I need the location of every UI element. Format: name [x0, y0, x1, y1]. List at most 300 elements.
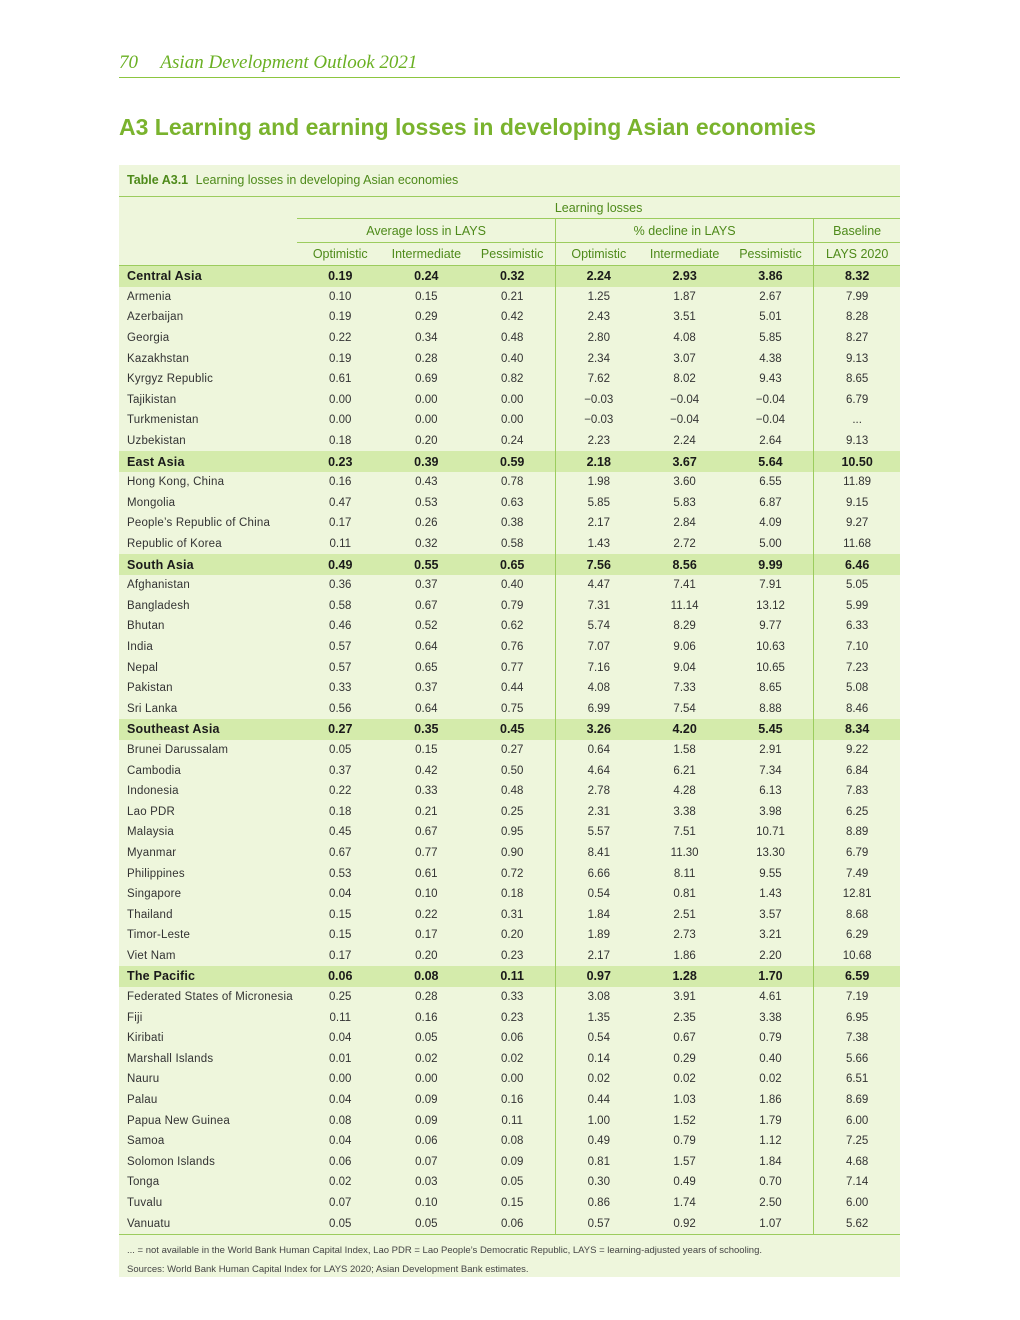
table-cell: 13.30 — [756, 846, 785, 859]
table-cell: 0.02 — [555, 1069, 641, 1090]
table-cell: 0.40 — [500, 352, 524, 365]
table-cell: 0.18 — [329, 805, 352, 818]
table-cell: 5.85 — [555, 493, 641, 514]
table-cell: 0.48 — [500, 332, 524, 345]
table-cell: 3.67 — [642, 451, 728, 472]
table-cell: 5.08 — [814, 678, 900, 699]
economy-name: Armenia — [127, 290, 172, 303]
header-blank — [119, 197, 297, 219]
table-cell: 0.05 — [329, 743, 352, 756]
table-cell: 2.24 — [673, 435, 696, 448]
table-cell: 7.51 — [673, 826, 696, 839]
column-header: Pessimistic — [728, 243, 814, 266]
table-cell: 1.86 — [759, 1094, 782, 1107]
table-cell: 0.78 — [500, 476, 524, 489]
table-cell: 2.17 — [555, 513, 641, 534]
economy-name: Republic of Korea — [127, 538, 222, 551]
economy-name: Pakistan — [127, 682, 173, 695]
table-cell: 0.10 — [415, 1197, 438, 1210]
table-cell: 7.99 — [814, 287, 900, 308]
table-cell: 0.40 — [500, 579, 524, 592]
table-cell: 2.80 — [555, 328, 641, 349]
table-cell: 0.25 — [329, 991, 352, 1004]
table-cell: 0.90 — [500, 846, 524, 859]
table-cell: 3.60 — [673, 476, 696, 489]
table-body — [119, 266, 900, 1235]
table-cell: 2.93 — [642, 266, 728, 287]
table-row — [119, 534, 900, 555]
table-cell: 8.65 — [759, 682, 782, 695]
table-cell: 0.81 — [673, 888, 696, 901]
table-row — [119, 1193, 900, 1214]
table-cell: 0.00 — [329, 393, 352, 406]
table-cell: 0.04 — [329, 1135, 352, 1148]
table-cell: 4.47 — [555, 575, 641, 596]
table-cell: 6.84 — [814, 760, 900, 781]
table-cell: 6.66 — [555, 863, 641, 884]
table-cell: 0.65 — [469, 554, 555, 575]
table-cell: 0.05 — [415, 1032, 438, 1045]
table-row — [119, 1131, 900, 1152]
table-cell: 4.08 — [673, 332, 696, 345]
economy-name: Kazakhstan — [127, 352, 190, 365]
table-cell: 0.48 — [500, 785, 524, 798]
region-row — [119, 554, 900, 575]
table-cell: 0.53 — [415, 496, 438, 509]
table-cell: 6.55 — [759, 476, 782, 489]
table-cell: 8.56 — [642, 554, 728, 575]
table-row — [119, 863, 900, 884]
table-cell: 7.62 — [555, 369, 641, 390]
table-cell: 0.17 — [329, 949, 352, 962]
economy-name: Mongolia — [127, 496, 176, 509]
table-cell: 0.53 — [329, 867, 352, 880]
page-number: 70 — [119, 52, 138, 73]
table-row — [119, 760, 900, 781]
table-cell: 0.20 — [415, 435, 438, 448]
table-cell: 10.63 — [756, 640, 785, 653]
table-cell: 3.51 — [673, 311, 696, 324]
table-cell: 8.46 — [814, 698, 900, 719]
economy-name: Nauru — [127, 1073, 160, 1086]
economy-name: Malaysia — [127, 826, 174, 839]
region-name: South Asia — [119, 554, 297, 575]
table-cell: 0.59 — [469, 451, 555, 472]
table-cell: 0.11 — [501, 1114, 523, 1127]
table-cell: 0.09 — [415, 1114, 438, 1127]
table-cell: 6.59 — [814, 966, 900, 987]
table-cell: 0.26 — [415, 517, 438, 530]
table-cell: 0.49 — [297, 554, 383, 575]
table-row — [119, 740, 900, 761]
table-row — [119, 369, 900, 390]
table-cell: 5.66 — [814, 1049, 900, 1070]
table-cell: 6.00 — [814, 1110, 900, 1131]
table-cell: 8.68 — [814, 904, 900, 925]
economy-name: Timor-Leste — [127, 929, 191, 942]
economy-name: Singapore — [127, 888, 182, 901]
table-cell: 5.74 — [555, 616, 641, 637]
table-cell: 0.23 — [297, 451, 383, 472]
table-cell: 1.35 — [555, 1007, 641, 1028]
table-cell: 8.29 — [673, 620, 696, 633]
table-cell: 0.37 — [329, 764, 352, 777]
region-row — [119, 719, 900, 740]
table-cell: 0.69 — [415, 373, 438, 386]
table-cell: 0.57 — [555, 1213, 641, 1234]
table-cell: 0.00 — [500, 1073, 524, 1086]
table-row — [119, 698, 900, 719]
header-blank — [119, 243, 297, 266]
table-cell: 3.07 — [673, 352, 696, 365]
table-notes — [127, 1241, 762, 1279]
table-cell: 0.06 — [329, 1155, 352, 1168]
economy-name: Myanmar — [127, 846, 177, 859]
table-cell: 0.52 — [415, 620, 438, 633]
table-cell: −0.04 — [755, 393, 786, 406]
table-cell: 4.20 — [642, 719, 728, 740]
table-cell: 6.95 — [814, 1007, 900, 1028]
column-header: Intermediate — [642, 243, 728, 266]
table-cell: −0.03 — [555, 390, 641, 411]
table-cell: 0.81 — [555, 1152, 641, 1173]
table-cell: 9.22 — [814, 740, 900, 761]
column-header: Pessimistic — [469, 243, 555, 266]
economy-name: Uzbekistan — [127, 435, 186, 448]
table-cell: 1.84 — [555, 904, 641, 925]
table-row — [119, 637, 900, 658]
table-row — [119, 1069, 900, 1090]
table-row — [119, 987, 900, 1008]
table-cell: 0.40 — [759, 1052, 782, 1065]
table-cell: 3.98 — [759, 805, 782, 818]
table-cell: 0.49 — [673, 1176, 696, 1189]
table-row — [119, 781, 900, 802]
table-cell: 0.11 — [329, 1011, 352, 1024]
table-cell: 0.00 — [415, 414, 438, 427]
table-cell: 2.35 — [673, 1011, 696, 1024]
table-cell: 2.20 — [759, 949, 782, 962]
table-cell: 7.07 — [555, 637, 641, 658]
table-cell: 6.99 — [555, 698, 641, 719]
table-cell: 0.08 — [329, 1114, 352, 1127]
table-cell: 3.38 — [759, 1011, 782, 1024]
table-cell: 0.21 — [500, 290, 524, 303]
table-cell: 0.07 — [415, 1155, 438, 1168]
table-cell: 0.95 — [500, 826, 524, 839]
table-cell: 0.55 — [383, 554, 469, 575]
table-cell: 9.04 — [673, 661, 696, 674]
table-caption — [127, 173, 458, 187]
table-cell: 5.01 — [759, 311, 782, 324]
table-cell: 1.89 — [555, 925, 641, 946]
table-cell: 0.18 — [500, 888, 524, 901]
table-cell: 1.70 — [728, 966, 814, 987]
table-cell: 0.57 — [329, 661, 352, 674]
table-cell: 10.65 — [756, 661, 785, 674]
table-cell: 0.11 — [469, 966, 555, 987]
table-cell: 4.68 — [814, 1152, 900, 1173]
economy-name: Viet Nam — [127, 949, 176, 962]
table-cell: −0.04 — [670, 414, 700, 427]
table-cell: 0.67 — [415, 826, 438, 839]
table-cell: 0.82 — [500, 373, 524, 386]
table-cell: 5.62 — [814, 1213, 900, 1234]
table-cell: 8.34 — [814, 719, 900, 740]
table-cell: 0.61 — [329, 373, 352, 386]
table-cell: 0.33 — [415, 785, 438, 798]
table-cell: 0.09 — [415, 1094, 438, 1107]
table-cell: 0.47 — [329, 496, 352, 509]
table-cell: 0.16 — [329, 476, 352, 489]
economy-name: India — [127, 640, 153, 653]
table-cell: 0.01 — [329, 1052, 352, 1065]
table-cell: 0.02 — [329, 1176, 352, 1189]
table-cell: 0.57 — [329, 640, 352, 653]
table-cell: 1.84 — [759, 1155, 782, 1168]
table-row — [119, 884, 900, 905]
table-cell: 0.02 — [759, 1073, 782, 1086]
table-cell: 0.22 — [329, 785, 352, 798]
table-cell: 6.46 — [814, 554, 900, 575]
table-cell: 0.15 — [415, 743, 438, 756]
table-cell: 0.67 — [415, 599, 438, 612]
data-table — [119, 197, 900, 1235]
table-cell: 0.76 — [500, 640, 524, 653]
table-cell: 0.79 — [500, 599, 524, 612]
table-caption-text: Learning losses in developing Asian economies — [195, 173, 459, 187]
table-cell: 0.24 — [383, 266, 469, 287]
table-cell: 7.16 — [555, 657, 641, 678]
table-row — [119, 657, 900, 678]
table-cell: 0.37 — [415, 682, 438, 695]
economy-name: Kiribati — [127, 1032, 164, 1045]
table-cell: 1.87 — [673, 290, 696, 303]
table-row — [119, 1028, 900, 1049]
table-cell: 6.25 — [814, 801, 900, 822]
table-cell: 1.12 — [759, 1135, 782, 1148]
table-cell: 0.11 — [329, 538, 352, 551]
table-row — [119, 1090, 900, 1111]
table-cell: 0.00 — [500, 393, 524, 406]
table-cell: 13.12 — [756, 599, 785, 612]
table-cell: 0.00 — [329, 414, 352, 427]
table-cell: 3.38 — [673, 805, 696, 818]
table-cell: 0.28 — [415, 991, 438, 1004]
table-cell: 0.27 — [297, 719, 383, 740]
table-cell: 7.91 — [759, 579, 782, 592]
table-cell: 0.75 — [500, 702, 524, 715]
table-row — [119, 1007, 900, 1028]
table-row — [119, 328, 900, 349]
table-cell: 1.43 — [555, 534, 641, 555]
header-learning-losses: Learning losses — [297, 197, 900, 219]
table-cell: 2.84 — [673, 517, 696, 530]
table-row — [119, 1213, 900, 1234]
table-cell: 0.32 — [415, 538, 438, 551]
table-cell: 0.62 — [500, 620, 524, 633]
table-cell: 0.32 — [469, 266, 555, 287]
table-cell: 2.50 — [759, 1197, 782, 1210]
table-cell: 9.27 — [814, 513, 900, 534]
table-cell: 12.81 — [814, 884, 900, 905]
table-cell: 0.21 — [415, 805, 438, 818]
table-cell: 0.33 — [329, 682, 352, 695]
table-row — [119, 1049, 900, 1070]
column-header: Optimistic — [555, 243, 641, 266]
table-cell: 0.20 — [500, 929, 524, 942]
table-cell: 0.28 — [415, 352, 438, 365]
table-cell: 1.57 — [673, 1155, 696, 1168]
table-cell: 7.83 — [814, 781, 900, 802]
table-cell: 2.17 — [555, 946, 641, 967]
table-cell: 1.74 — [673, 1197, 696, 1210]
table-cell: 9.13 — [814, 348, 900, 369]
table-cell: 5.57 — [555, 822, 641, 843]
table-cell: 0.42 — [415, 764, 438, 777]
table-row — [119, 1110, 900, 1131]
table-cell: 0.17 — [329, 517, 352, 530]
table-cell: 0.10 — [329, 290, 352, 303]
table-cell: 7.14 — [814, 1172, 900, 1193]
table-cell: 0.07 — [329, 1197, 352, 1210]
economy-name: Palau — [127, 1094, 158, 1107]
table-cell: 0.23 — [500, 1011, 524, 1024]
table-cell: 0.16 — [415, 1011, 438, 1024]
table-row — [119, 390, 900, 411]
table-cell: −0.03 — [555, 410, 641, 431]
table-row — [119, 307, 900, 328]
region-row — [119, 451, 900, 472]
table-cell: 2.43 — [555, 307, 641, 328]
table-cell: 0.03 — [415, 1176, 438, 1189]
table-cell: 1.79 — [759, 1114, 782, 1127]
region-row — [119, 966, 900, 987]
table-cell: 8.28 — [814, 307, 900, 328]
table-cell: 0.00 — [415, 1073, 438, 1086]
table-cell: 6.00 — [814, 1193, 900, 1214]
table-row — [119, 801, 900, 822]
table-cell: 2.18 — [555, 451, 641, 472]
economy-name: Marshall Islands — [127, 1052, 214, 1065]
table-cell: 2.34 — [555, 348, 641, 369]
header-blank — [119, 219, 297, 243]
table-cell: 5.83 — [673, 496, 696, 509]
table-cell: 0.67 — [673, 1032, 696, 1045]
table-cell: 7.38 — [814, 1028, 900, 1049]
table-cell: 0.45 — [329, 826, 352, 839]
table-cell: 0.50 — [500, 764, 524, 777]
table-cell: 0.08 — [383, 966, 469, 987]
table-cell: 5.85 — [759, 332, 782, 345]
table-cell: 1.43 — [759, 888, 782, 901]
table-cell: 1.03 — [673, 1094, 696, 1107]
table-cell: 0.17 — [415, 929, 438, 942]
region-name: Southeast Asia — [119, 719, 297, 740]
table-cell: 0.16 — [500, 1094, 524, 1107]
table-cell: 0.06 — [415, 1135, 438, 1148]
table-cell: 0.04 — [329, 1032, 352, 1045]
column-header: Optimistic — [297, 243, 383, 266]
table-row — [119, 678, 900, 699]
table-cell: 8.89 — [814, 822, 900, 843]
table-cell: 8.27 — [814, 328, 900, 349]
table-cell: 0.06 — [297, 966, 383, 987]
table-cell: 4.28 — [673, 785, 696, 798]
economy-name: Tonga — [127, 1176, 160, 1189]
table-cell: 0.31 — [500, 908, 524, 921]
table-row — [119, 348, 900, 369]
table-cell: 2.51 — [673, 908, 696, 921]
table-cell: 0.29 — [673, 1052, 696, 1065]
table-cell: 0.58 — [329, 599, 352, 612]
table-row — [119, 904, 900, 925]
economy-name: Thailand — [127, 908, 173, 921]
table-cell: 0.06 — [469, 1213, 555, 1234]
table-cell: 9.43 — [759, 373, 782, 386]
table-cell: 11.89 — [814, 472, 900, 493]
table-cell: 0.20 — [415, 949, 438, 962]
table-cell: 8.11 — [673, 867, 696, 880]
table-cell: 0.64 — [555, 740, 641, 761]
table-cell: 0.46 — [329, 620, 352, 633]
table-cell: 0.49 — [555, 1131, 641, 1152]
table-cell: 1.52 — [673, 1114, 696, 1127]
economy-name: Vanuatu — [119, 1213, 297, 1234]
table-cell: 0.70 — [759, 1176, 782, 1189]
running-head — [119, 52, 900, 78]
table-cell: 0.08 — [500, 1135, 524, 1148]
table-cell: 9.06 — [673, 640, 696, 653]
table-cell: 0.05 — [383, 1213, 469, 1234]
table-row — [119, 1172, 900, 1193]
table-cell: 0.05 — [500, 1176, 524, 1189]
table-cell: 7.34 — [759, 764, 782, 777]
table-cell: 8.65 — [814, 369, 900, 390]
table-cell: 3.57 — [759, 908, 782, 921]
table-cell: 0.15 — [415, 290, 438, 303]
table-cell: 7.54 — [673, 702, 696, 715]
economy-name: Bangladesh — [127, 599, 190, 612]
table-cell: 2.91 — [759, 743, 782, 756]
table-cell: 0.37 — [415, 579, 438, 592]
table-cell: 0.30 — [555, 1172, 641, 1193]
table-cell: 2.64 — [759, 435, 782, 448]
region-name: East Asia — [119, 451, 297, 472]
table-note-abbreviations: ... = not available in the World Bank Human Capital Index, Lao PDR = Lao People’s Democratic Republic, LAYS = learning-adjusted years of schooling. — [127, 1245, 763, 1256]
table-cell: 0.33 — [500, 991, 524, 1004]
table-row — [119, 1152, 900, 1173]
table-cell: 7.23 — [814, 657, 900, 678]
section-title: A3 Learning and earning losses in developing Asian economies — [119, 114, 816, 140]
table-cell: 7.19 — [814, 987, 900, 1008]
table-row — [119, 410, 900, 431]
table-cell: 0.65 — [415, 661, 438, 674]
table-cell: 0.77 — [500, 661, 524, 674]
table-cell: 9.15 — [814, 493, 900, 514]
economy-name: Indonesia — [127, 785, 179, 798]
table-cell: −0.04 — [670, 393, 700, 406]
table-cell: 5.99 — [814, 596, 900, 617]
table-row — [119, 431, 900, 452]
table-cell: 5.64 — [728, 451, 814, 472]
table-cell: 6.51 — [814, 1069, 900, 1090]
region-name: The Pacific — [119, 966, 297, 987]
column-header: LAYS 2020 — [814, 243, 900, 266]
table-cell: 6.79 — [814, 390, 900, 411]
table-cell: 2.24 — [555, 266, 641, 287]
table-cell: 0.19 — [329, 352, 352, 365]
